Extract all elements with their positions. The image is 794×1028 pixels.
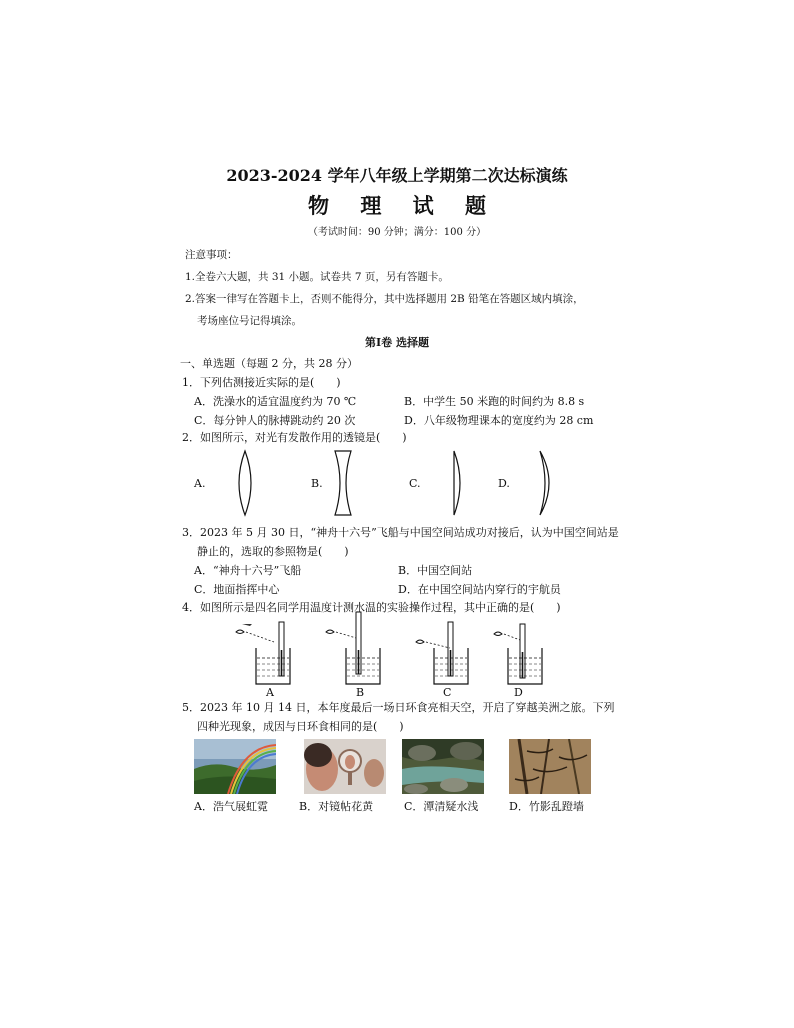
question-1-option-a: A．洗澡水的适宜温度约为 70 ℃ (194, 395, 357, 408)
question-3-stem-cont: 静止的，选取的参照物是( ) (197, 545, 349, 558)
lens-planoconvex-figure (448, 449, 468, 517)
notes-item-2: 2.答案一律写在答题卡上，否则不能得分，其中选择题用 2B 铅笔在答题区域内填涂， (185, 293, 584, 305)
question-5-stem-cont: 四种光现象，成因与日环食相同的是( ) (197, 720, 404, 733)
lens-meniscus-figure (536, 449, 560, 517)
question-4-label-b: B (356, 686, 365, 699)
beaker-figure-c (412, 620, 476, 688)
question-2-option-b: B. (311, 477, 323, 490)
question-4-label-d: D (514, 686, 523, 699)
mirror-photo (304, 739, 386, 794)
question-4-stem: 4．如图所示是四名同学用温度计测水温的实验操作过程，其中正确的是( ) (182, 601, 561, 614)
part-heading: 一、单选题（每题 2 分，共 28 分） (180, 357, 358, 370)
volume-heading: 第Ⅰ卷 选择题 (365, 336, 429, 349)
notes-item-2-cont: 考场座位号记得填涂。 (197, 315, 302, 327)
beaker-figure-d (490, 620, 554, 688)
clear-water-photo (402, 739, 484, 794)
question-3-option-d: D．在中国空间站内穿行的宇航员 (398, 583, 561, 596)
bamboo-shadow-photo (509, 739, 591, 794)
question-3-option-a: A．“神舟十六号”飞船 (194, 564, 302, 577)
question-3-option-b: B．中国空间站 (398, 564, 473, 577)
question-5-stem: 5．2023 年 10 月 14 日，本年度最后一场日环食亮相天空，开启了穿越美洲之旅。下列 (182, 701, 615, 714)
question-1-option-c: C．每分钟人的脉搏跳动约 20 次 (194, 414, 356, 427)
question-2-option-a: A. (194, 477, 206, 490)
exam-time-note: （考试时间：90 分钟；满分：100 分） (307, 227, 487, 238)
question-1-option-d: D．八年级物理课本的宽度约为 28 cm (404, 414, 594, 427)
question-5-option-d: D．竹影乱蹬墙 (509, 800, 584, 813)
question-1-option-b: B．中学生 50 米跑的时间约为 8.8 s (404, 395, 585, 408)
lens-biconvex-figure (230, 449, 260, 517)
question-3-stem: 3．2023 年 5 月 30 日，“神舟十六号”飞船与中国空间站成功对接后，认为中国空间站是 (182, 526, 619, 539)
notes-item-1: 1.全卷六大题，共 31 小题。试卷共 7 页，另有答题卡。 (185, 271, 449, 283)
question-3-option-c: C．地面指挥中心 (194, 583, 280, 596)
question-2-option-c: C. (409, 477, 421, 490)
exam-title: 2023-2024 学年八年级上学期第二次达标演练 (226, 166, 568, 185)
rainbow-photo (194, 739, 276, 794)
beaker-figure-a (230, 620, 294, 688)
question-1-stem: 1．下列估测接近实际的是( ) (182, 376, 341, 389)
beaker-figure-b (320, 610, 384, 688)
lens-biconcave-figure (327, 449, 357, 517)
question-2-stem: 2．如图所示，对光有发散作用的透镜是( ) (182, 431, 407, 444)
question-2-option-d: D. (498, 477, 510, 490)
question-4-label-c: C (443, 686, 452, 699)
question-4-label-a: A (266, 686, 274, 699)
question-5-option-a: A．浩气展虹霓 (194, 800, 268, 813)
question-5-option-b: B．对镜帖花黄 (299, 800, 374, 813)
question-5-option-c: C．潭清疑水浅 (404, 800, 479, 813)
notes-heading: 注意事项： (185, 249, 238, 261)
subject-title: 物 理 试 题 (308, 193, 498, 218)
